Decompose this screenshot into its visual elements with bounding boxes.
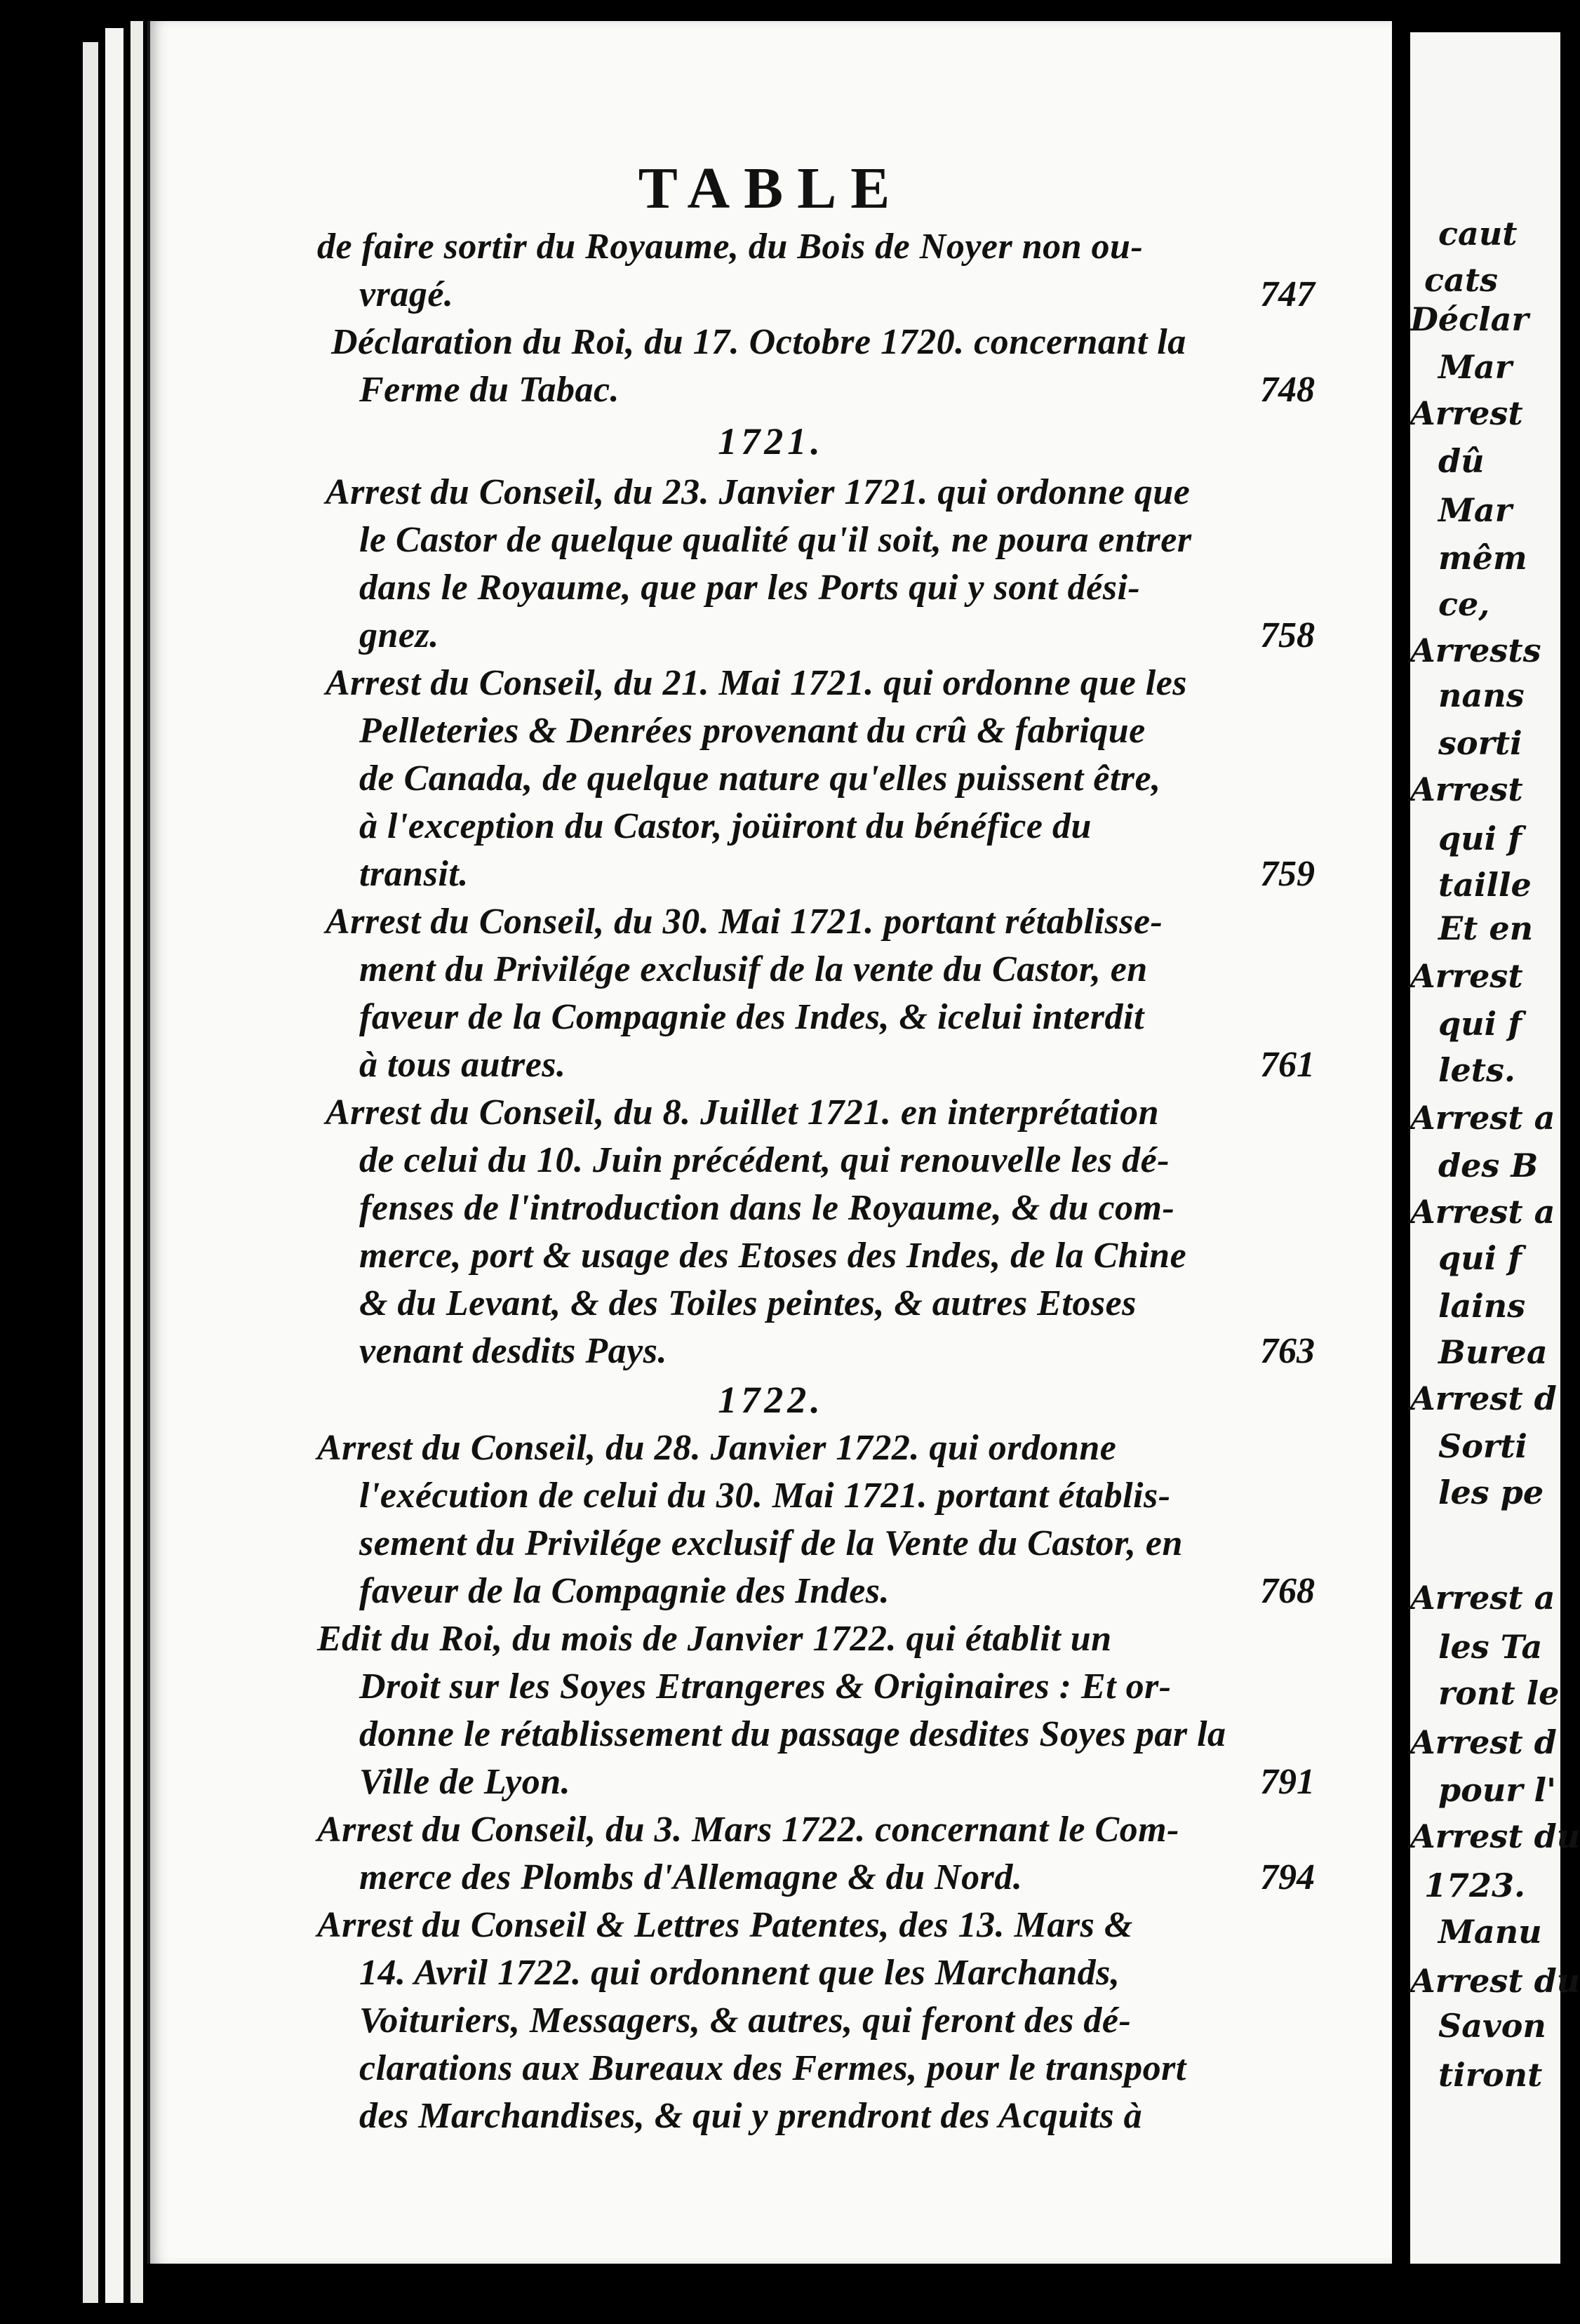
facing-page-fragment: Arrest d [1410, 1723, 1557, 1761]
entry-line: l'exécution de celui du 30. Mai 1721. portant établis- [359, 1476, 1171, 1516]
entry-line: transit. [359, 854, 469, 894]
page-edge [130, 21, 143, 2303]
facing-page-fragment: Arrest du [1410, 1817, 1580, 1855]
facing-page-fragment: Savon [1438, 2007, 1546, 2045]
facing-page-fragment: caut [1438, 215, 1518, 253]
facing-page-fragment: des B [1438, 1147, 1539, 1184]
entry-line: Arrest du Conseil, du 23. Janvier 1721. qui ordonne que [326, 472, 1191, 512]
page-number: 768 [1260, 1571, 1315, 1611]
entry-line: venant desdits Pays. [359, 1331, 667, 1371]
page-number: 794 [1260, 1857, 1315, 1897]
entry-line: le Castor de quelque qualité qu'il soit, ne poura entrer [359, 520, 1192, 560]
year-heading: 1721. [718, 420, 824, 462]
page-number: 748 [1260, 370, 1315, 410]
entry-line: Arrest du Conseil & Lettres Patentes, des 13. Mars & [317, 1905, 1133, 1945]
entry-line: Edit du Roi, du mois de Janvier 1722. qui établit un [317, 1619, 1112, 1659]
entry-line: merce, port & usage des Etoses des Indes, de la Chine [359, 1236, 1187, 1276]
facing-page-fragment: Mar [1438, 491, 1512, 529]
facing-page-fragment: Mar [1438, 348, 1512, 386]
entry-line: Droit sur les Soyes Etrangeres & Originaires : Et or- [359, 1667, 1172, 1707]
page-edge [83, 42, 98, 2303]
facing-page [1410, 32, 1580, 2264]
facing-page-fragment: ront le [1438, 1674, 1560, 1712]
entry-line: Ferme du Tabac. [359, 370, 620, 410]
facing-page-fragment: Sorti [1438, 1427, 1527, 1465]
entry-line: faveur de la Compagnie des Indes, & icelui interdit [359, 997, 1144, 1037]
table-page [147, 21, 1392, 2264]
facing-page-fragment: Arrests [1410, 632, 1541, 669]
facing-page-fragment: qui f [1438, 1239, 1522, 1277]
page-number: 763 [1260, 1331, 1315, 1371]
entry-line: Arrest du Conseil, du 8. Juillet 1721. en interprétation [326, 1093, 1160, 1133]
facing-page-fragment: les Ta [1438, 1628, 1543, 1666]
entry-line: dans le Royaume, que par les Ports qui y sont dési- [359, 568, 1141, 608]
facing-page-fragment: Arrest d [1410, 1380, 1557, 1417]
facing-page-fragment: Déclar [1410, 300, 1529, 338]
entry-line: de faire sortir du Royaume, du Bois de Noyer non ou- [317, 227, 1144, 267]
facing-page-fragment: Arrest a [1410, 1193, 1555, 1231]
page-number: 759 [1260, 854, 1315, 894]
facing-page-fragment: mêm [1438, 539, 1527, 577]
entry-line: vragé. [359, 274, 454, 314]
page-number: 758 [1260, 615, 1315, 655]
page-number: 791 [1260, 1762, 1315, 1802]
facing-page-fragment: tiront [1438, 2056, 1543, 2094]
facing-page-fragment: Arrest a [1410, 1579, 1555, 1617]
entry-line: 14. Avril 1722. qui ordonnent que les Marchands, [359, 1953, 1120, 1993]
entry-line: merce des Plombs d'Allemagne & du Nord. [359, 1857, 1023, 1897]
facing-page-fragment: qui f [1438, 1005, 1522, 1043]
entry-line: gnez. [359, 615, 439, 655]
facing-page-fragment: nans [1438, 676, 1525, 714]
facing-page-fragment: Arrest [1410, 394, 1523, 432]
facing-page-fragment: pour l' [1438, 1771, 1557, 1809]
facing-page-fragment: Arrest [1410, 770, 1523, 808]
facing-page-fragment: Burea [1438, 1333, 1548, 1371]
page-number: 747 [1260, 274, 1315, 314]
entry-line: à l'exception du Castor, joüiront du bénéfice du [359, 806, 1092, 846]
facing-page-fragment: les pe [1438, 1474, 1544, 1511]
entry-line: fenses de l'introduction dans le Royaume, & du com- [359, 1188, 1175, 1228]
facing-page-fragment: Arrest a [1410, 1099, 1555, 1137]
entry-line: Arrest du Conseil, du 3. Mars 1722. concernant le Com- [317, 1810, 1179, 1850]
entry-line: Pelleteries & Denrées provenant du crû & fabrique [359, 711, 1146, 751]
entry-line: donne le rétablissement du passage desdites Soyes par la [359, 1714, 1226, 1754]
entry-line: Arrest du Conseil, du 21. Mai 1721. qui ordonne que les [326, 663, 1188, 703]
facing-page-fragment: ce, [1438, 585, 1490, 623]
entry-line: Arrest du Conseil, du 30. Mai 1721. portant rétablisse- [326, 902, 1163, 942]
page-number: 761 [1260, 1045, 1315, 1085]
entry-line: à tous autres. [359, 1045, 566, 1085]
entry-line: & du Levant, & des Toiles peintes, & autres Etoses [359, 1283, 1137, 1323]
entry-line: de Canada, de quelque nature qu'elles puissent être, [359, 759, 1161, 799]
entry-line: ment du Privilége exclusif de la vente du Castor, en [359, 949, 1148, 989]
entry-line: clarations aux Bureaux des Fermes, pour le transport [359, 2048, 1186, 2088]
facing-page-fragment: Manu [1438, 1913, 1542, 1951]
entry-line: Arrest du Conseil, du 28. Janvier 1722. qui ordonne [317, 1428, 1117, 1468]
facing-page-fragment: cats [1424, 261, 1498, 299]
facing-page-fragment: sorti [1438, 724, 1522, 762]
facing-page-fragment: lets. [1438, 1051, 1515, 1089]
entry-line: Déclaration du Roi, du 17. Octobre 1720. concernant la [331, 322, 1186, 362]
entry-line: Voituriers, Messagers, & autres, qui feront des dé- [359, 2001, 1132, 2041]
facing-page-fragment: Arrest du [1410, 1962, 1580, 2000]
year-heading: 1722. [718, 1379, 824, 1421]
facing-page-fragment: Et en [1438, 909, 1534, 947]
entry-line: sement du Privilége exclusif de la Vente du Castor, en [359, 1523, 1183, 1563]
facing-page-fragment: qui f [1438, 820, 1522, 857]
entry-line: faveur de la Compagnie des Indes. [359, 1571, 890, 1611]
page-edge [105, 28, 123, 2303]
facing-page-fragment: lains [1438, 1287, 1526, 1325]
entry-line: de celui du 10. Juin précédent, qui renouvelle les dé- [359, 1140, 1170, 1180]
facing-page-fragment: dû [1438, 442, 1485, 480]
facing-page-fragment: 1723. [1424, 1866, 1526, 1904]
facing-page-fragment: Arrest [1410, 957, 1523, 995]
page-title: TABLE [638, 156, 904, 221]
entry-line: des Marchandises, & qui y prendront des Acquits à [359, 2096, 1143, 2136]
entry-line: Ville de Lyon. [359, 1762, 571, 1802]
facing-page-fragment: taille [1438, 866, 1532, 904]
